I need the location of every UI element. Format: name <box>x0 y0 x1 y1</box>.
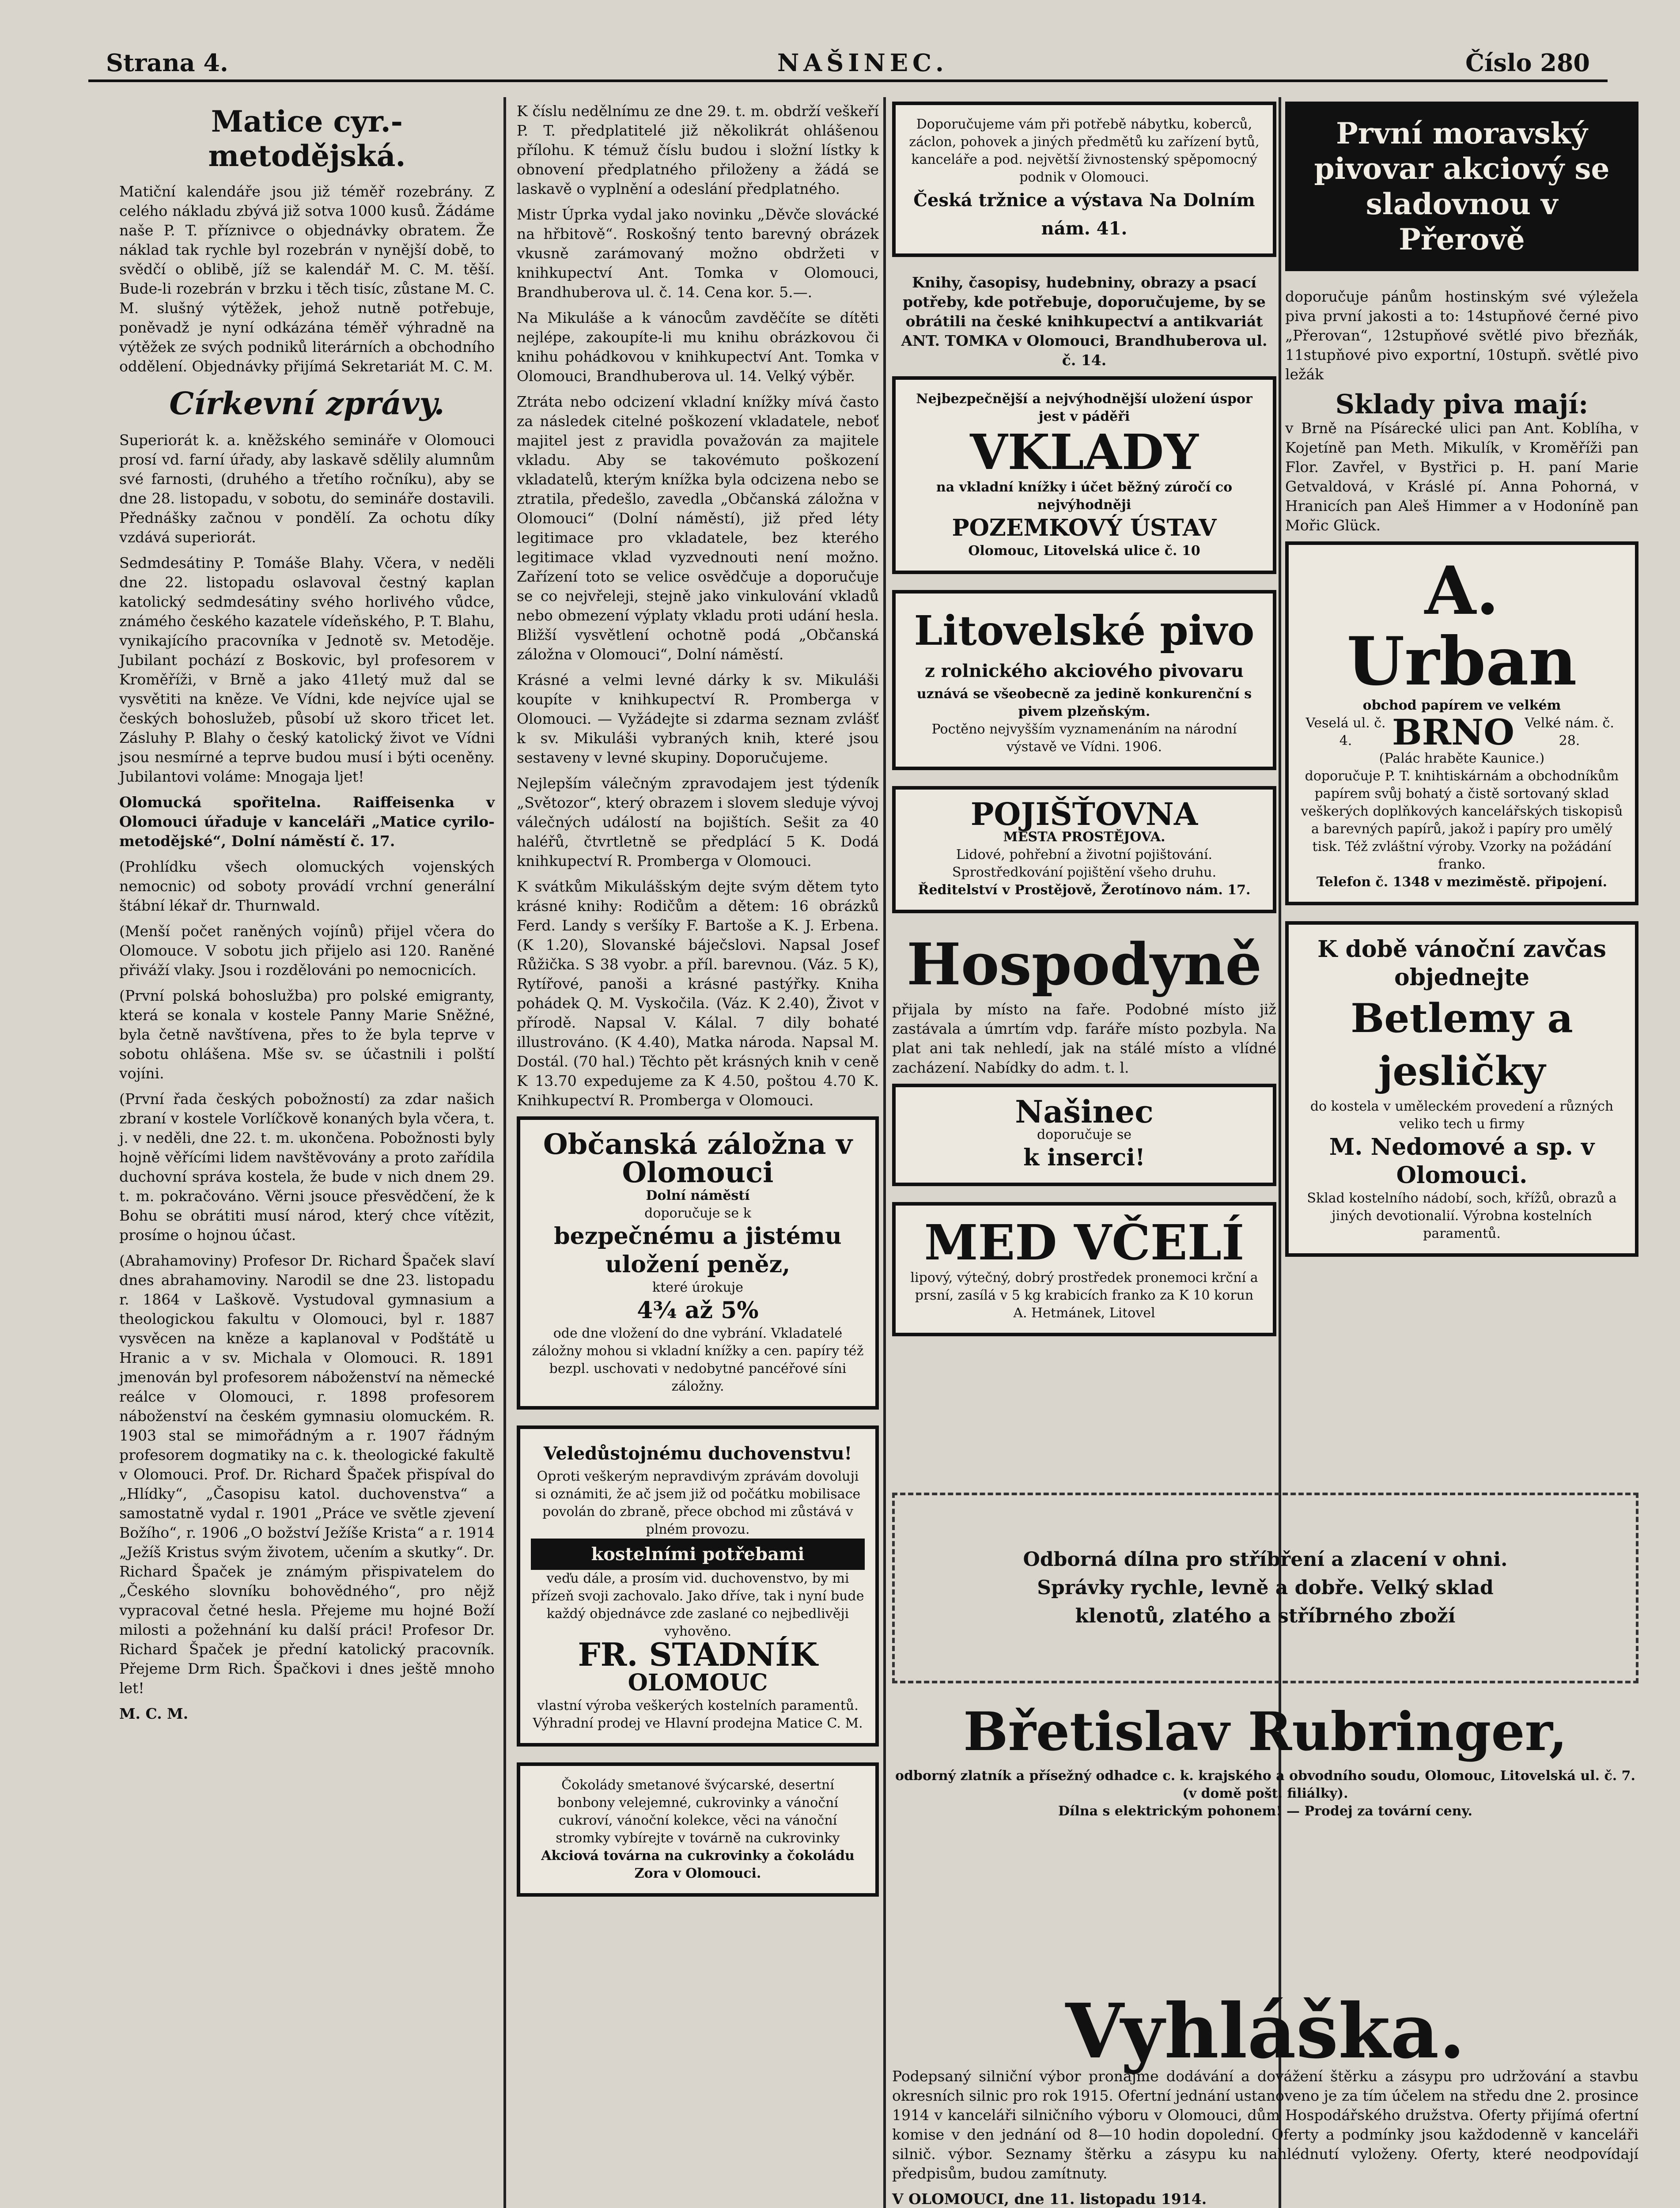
cirkevni-heading: Církevní zprávy. <box>169 385 445 422</box>
vyhlaska-text: Podepsaný silniční výbor pronajme dodávání a dovážení štěrku a zásypu pro udržování a stavbu okresních silnic pro rok 1915. Ofertní jednání ustanoveno je za tím účelem na středu dne 2. prosince 1914 v kanceláři silničního výboru v Olomouci, dům Hospodářského družstva. Oferty přijímá ofertní komise v den jednání od 8—10 hodin dopolední. Oferty a podmínky jsou každodenně v kanceláři silnič. výbor. Seznamy štěrku a zásypu ku nahlédnutí vyloženy. Oferty, které neodpovídají předpisům, budou zamítnuty. <box>892 2068 1638 2182</box>
zora-ad <box>517 1762 879 1897</box>
pivo-title: Litovelské pivo <box>914 607 1255 654</box>
signature: M. C. M. <box>119 1705 189 1722</box>
zalozna-addr: Dolní náměstí <box>646 1188 750 1203</box>
urban-text: doporučuje P. T. knihtiskárnám a obchodníkům papírem svůj bohatý a čistě sortovaný sklad veškerých doplňkových kancelářských tiskopisů a barevných papírů, jakož i papíry pro umělý tisk. Též zvláštní výroby. Vzorky na požádání franko. <box>1301 768 1623 872</box>
page-number: Strana 4. <box>106 49 228 77</box>
raiff-text: Olomucká spořitelna. Raiffeisenka v Olomouci úřaduje v kanceláři „Matice cyrilo-metodějské“, Dolní náměstí č. 17. <box>119 794 495 850</box>
rubringer-ad <box>892 1493 1638 1820</box>
rubringer-text: odborný zlatník a přísežný odhadce c. k. krajského a obvodního soudu, Olomouc, Litovelská ul. č. 7. (v domě pošt. filiálky). <box>895 1768 1635 1801</box>
matice-heading: Matice cyr.-metodějská. <box>208 104 406 173</box>
sklady-text: v Brně na Písárecké ulici pan Ant. Koblíha, v Kojetíně pan Meth. Mikulík, v Kroměříži pan Flor. Zavřel, v Bystřici p. H. paní Marie Getvaldová, v Kráslé pí. Anna Pohorná, v Hranicích pan Aleš Himmer a v Hodoníně pan Mořic Glück. <box>1285 420 1638 534</box>
urban-palac: (Palác hraběte Kaunice.) <box>1379 751 1545 766</box>
nedoma-name: M. Nedomové a sp. v Olomouci. <box>1329 1134 1595 1189</box>
urban-right: Velké nám. č. 28. <box>1525 715 1614 749</box>
pivovar-text: doporučuje pánům hostinským své výležela piva první jakosti a to: 14stupňové černé pivo „Přerovan“, 12stupňové světlé pivo březňák, 11stupňové pivo exportní, 10stupň. světlé pivo ležák <box>1285 288 1638 383</box>
issue-number: Číslo 280 <box>1465 49 1590 77</box>
stadnik-name: FR. STADNÍK <box>578 1636 818 1673</box>
betlemy-title: Betlemy a jesličky <box>1351 995 1573 1095</box>
column-rule <box>1279 97 1281 2208</box>
zalozna-rate-label: které úrokuje <box>652 1280 743 1295</box>
zalozna-title: Občanská záložna v Olomouci <box>543 1128 853 1189</box>
matice-text: Matiční kalendáře jsou již téměř rozebrány. Z celého nákladu zbývá již sotva 1000 kusů. Žádáme naše P. T. příznivce o objednávky obratem. Že náklad tak rychle byl rozebrán v nynější době, to svědčí o oblibě, jíž se kalendář M. C. M. těší. Bude-li rozebrán v brzku i těch tisíc, zůstane M. C. M. slušný výtěžek, jehož nutně potřebuje, poněvadž je nyní odkázána téměř výhradně na výtěžek ze svých podniků literárních a obchodního oddělení. Objednávky přijímá Sekretariát M. C. M. <box>119 183 495 375</box>
pivo-ad <box>892 590 1276 770</box>
poj-addr: Ředitelství v Prostějově, Žerotínovo nám. 17. <box>918 882 1251 898</box>
med-text: lipový, výtečný, dobrý prostředek pronemoci krční a prsní, zasílá v 5 kg krabicích franko za K 10 korun A. Hetmánek, Litovel <box>910 1270 1258 1321</box>
news-2: Mistr Úprka vydal jako novinku „Děvče slovácké na hřbitově“. Roskošný tento barevný obrázek vkusně zarámovaný možno obdržeti v knihkupectví Ant. Tomka v Olomouci, Brandhuberova ul. č. 14. Cena kor. 5.—. <box>517 206 879 301</box>
column-rule <box>503 97 506 2208</box>
blahy-text: Sedmdesátiny P. Tomáše Blahy. Včera, v neděli dne 22. listopadu oslavoval čestný kaplan katolický sedmdesátiny svého horlivého vůdce, známého českého kazatele vídeňského, P. T. Blahu, vynikajícího pracovníka v Jednotě sv. Metoděje. Jubilant pochází z Boskovic, byl profesorem v Kroměříži, v Brně a jako 41letý muž dal se vysvětiti na kněze. Ve Vídni, kde nejvíce ujal se českých bohoslužeb, působí už skoro třicet let. Zásluhy P. Blahy o český katolický život ve Vídni jsou nesmírné a teprve budou musí i býti oceněny. Jubilantovi voláme: Mnogaja ljet! <box>119 554 495 785</box>
urban-ad <box>1285 541 1638 905</box>
urban-address-row <box>1299 711 1624 753</box>
news-7: K svátkům Mikulášským dejte svým dětem tyto krásné knihy: Rodičům a dětem: 16 obrázků Ferd. Landy s veršíky F. Bartoše a K. J. Erbena. (K 1.20), Slovanské báječslovi. Napsal Josef Růžička. S 38 vyobr. a příl. barevnou. (Váz. 5 K), Rytířové, panoši a krásné pastýřky. Kniha pohádek Q. M. Vyskočila. (Váz. K 2.40), Život v přírodě. Napsal V. Kálal. 7 dily bohaté illustrováno. (K 4.40), Matka národa. Napsal M. Dostál. (70 hal.) Těchto pět krásných knih v ceně K 13.70 expedujeme za K 4.50, poštou 4.70 K. Knihkupectví R. Promberga v Olomouci. <box>517 878 879 1109</box>
knihy-ad: Knihy, časopisy, hudebniny, obrazy a psací potřeby, kde potřebuje, doporučujeme, by se obrátili na české knihkupectví a antikvariát ANT. TOMKA v Olomouci, Brandhuberova ul. č. 14. <box>901 274 1268 369</box>
trznice-name: Česká tržnice a výstava Na Dolním nám. 41. <box>913 190 1255 239</box>
news-3: Na Mikuláše a k vánocům zavděčíte se dítěti nejlépe, zakoupíte-li mu knihu obrázkovou či knihu pohádkovou v knihkupectví Ant. Tomka v Olomouci, Brandhuberova ul. 14. Velký výběr. <box>517 309 879 385</box>
zalozna-ad <box>517 1116 879 1410</box>
rubringer-title: Břetislav Rubringer, <box>963 1701 1567 1763</box>
vyhlaska-title: Vyhláška. <box>1065 1987 1465 2076</box>
sklady-title: Sklady piva mají: <box>1335 389 1589 420</box>
zalozna-rate: 4¾ až 5% <box>637 1297 759 1324</box>
vklady-name: POZEMKOVÝ ÚSTAV <box>952 514 1217 541</box>
urban-title: A. Urban <box>1347 552 1577 700</box>
nasinec-ad <box>892 1084 1276 1186</box>
poj-title: POJIŠŤOVNA <box>970 796 1198 832</box>
hospodyne-text: přijala by místo na faře. Podobné místo již zastávala a úmrtím vdp. faráře místo pozbyla. Na plat ani tak nehledí, jak na stálé místo a vlídné zacházení. Nabídky do adm. t. l. <box>892 1001 1276 1076</box>
pivo-sub: z rolnického akciového pivovaru <box>925 661 1244 681</box>
news-4: Ztráta nebo odcizení vkladní knížky mívá často za následek citelné poškození vkladatele, neboť majitel jest z pravidla považován za majitele vkladu. Aby se takovémuto poškození vkladatelů, kterým knížka byla odcizena nebo se ztratila, předešlo, zavedla „Občanská záložna v Olomouci“ (Dolní náměstí), již před léty legitimace pro vkladatele, bez kterého legitimace vklad vyzvednouti není možno. Zařízení toto se velice osvědčuje a doporučuje se co nejvřeleji, stejně jako vinkulování vkladů nebo obmezení výplaty vkladu proti udání hesla. Bližší vysvětlení ochotně podá „Občanská záložna v Olomouci“, Dolní náměstí. <box>517 393 879 663</box>
stadnik-city: OLOMOUC <box>628 1669 768 1696</box>
urban-tel: Telefon č. 1348 v meziměstě. připojení. <box>1316 874 1608 890</box>
paper-title: NAŠINEC. <box>777 49 948 77</box>
stadnik-footer: vlastní výroba veškerých kostelních paramentů. Výhradní prodej ve Hlavní prodejna Matice C. M. <box>533 1698 863 1731</box>
hospodyne-title: Hospodyně <box>907 930 1262 998</box>
vyhlaska-date: V OLOMOUCI, dne 11. listopadu 1914. <box>892 2190 1207 2208</box>
pivovar-title: První moravský pivovar akciový se sladovnou v Přerově <box>1314 116 1610 257</box>
zalozna-rec: doporučuje se k <box>644 1206 751 1221</box>
seminar-text: Superiorát k. a. kněžského semináře v Olomouci prosí vd. farní úřady, aby laskavě sdělily alumnům své farnosti, (druhého a třetího ročníku), aby se dne 28. listopadu, v sobotu, do semináře dostavili. Přednášky začnou v pondělí. Za ochotu díky vzdává superiorát. <box>119 431 495 546</box>
zalozna-big: bezpečnému a jistému uložení peněz, <box>554 1223 842 1278</box>
ranenych-text: (Menší počet raněných vojínů) přijel včera do Olomouce. V sobotu jich přijelo asi 120. Raněné přiváží vlaky. Jsou i rozdělováni po nemocnicích. <box>119 923 495 979</box>
zora-name: Akciová továrna na cukrovinky a čokoládu Zora v Olomouci. <box>541 1848 855 1881</box>
news-5: Krásné a velmi levné dárky k sv. Mikuláši koupíte v knihkupectví R. Promberga v Olomouci. — Vyžádejte si zdarma seznam zvlášť k sv. Mikuláši vybraných knih, které jsou sestaveny v levné skupiny. Doporučujeme. <box>517 671 879 766</box>
vklady-top: Nejbezpečnější a nejvýhodnější uložení úspor jest v páděři <box>916 391 1252 424</box>
page-header <box>88 44 1608 82</box>
stadnik-ad <box>517 1425 879 1747</box>
vklady-sub: na vkladní knížky i účet běžný zúročí co nejvýhodněji <box>936 480 1233 513</box>
rubringer-bottom: Dílna s elektrickým pohonem! — Prodej za tovární ceny. <box>1058 1803 1472 1819</box>
nasinec-big: k inserci! <box>1023 1144 1145 1171</box>
betlemy-ad <box>1285 921 1638 1257</box>
jewelry-ornament <box>892 1493 1638 1683</box>
vyhlaska-notice <box>892 1987 1638 2208</box>
cokolada-text: Čokolády smetanové švýcarské, desertní bonbony velejemné, cukrovinky a vánoční cukroví, vánoční kolekce, věci na vánoční stromky vybírejte v továrně na cukrovinky <box>556 1777 840 1846</box>
news-6: Nejlepším válečným zpravodajem jest týdeník „Světozor“, který obrazem i slovem sleduje vývoj válečných událostí na bojištích. Sešit za 40 haléřů, čtvrtletně se předplácí 5 K. Dodá knihkupectví R. Promberga v Olomouci. <box>517 775 879 870</box>
med-ad <box>892 1202 1276 1336</box>
vklady-ad <box>892 376 1276 574</box>
pivovar-ad <box>1285 102 1638 271</box>
column-rule <box>883 97 886 2208</box>
news-1: K číslu nedělnímu ze dne 29. t. m. obdrží veškeří P. T. předplatitelé již několikrát ohlášenou přílohu. K témuž číslu budou i složní lístky k obnovení předplatného přiloženy a žádá se laskavě o vyplnění a odeslání předplatného. <box>517 102 879 197</box>
stadnik-text: Oproti veškerým nepravdivým zprávám dovoluji si oznámiti, že ač jsem již od počátku mobilisace povolán do zbraně, přece obchod mi zůstává v plném provozu. <box>535 1469 861 1537</box>
trznice-ad <box>892 102 1276 257</box>
stadnik-text2: veďu dále, a prosím vid. duchovenstvo, by mi přízeň svoji zachovalo. Jako dříve, tak i nyní bude každý objednávce zde zaslané co nejbedlivěji vyhověno. <box>531 1571 864 1639</box>
nasinec-title: Našinec <box>1015 1093 1154 1130</box>
trznice-text: Doporučujeme vám při potřebě nábytku, koberců, záclon, pohovek a jiných předmětů ku zařízení bytů, kanceláře a pod. největší živnostenský spěpomocný podnik v Olomouci. <box>909 117 1260 185</box>
urban-sub: obchod papírem ve velkém <box>1362 698 1561 713</box>
poj-text: Lidové, pohřební a životní pojištování. Sprostředkování pojištění všeho druhu. <box>952 847 1217 880</box>
vklady-title: VKLADY <box>970 423 1199 480</box>
column-3 <box>892 102 1276 1352</box>
nedoma-text: Sklad kostelního nádobí, soch, křížů, obrazů a jiných devotionalií. Výrobna kostelních paramentů. <box>1307 1191 1617 1241</box>
prohlidka-text: (Prohlídku všech olomuckých vojenských nemocnic) od soboty provádí vrchní generální štábní lékař dr. Thurnwald. <box>119 858 495 914</box>
stadnik-title: kostelními potřebami <box>531 1539 865 1570</box>
urban-city: BRNO <box>1392 711 1514 753</box>
vklady-addr: Olomouc, Litovelská ulice č. 10 <box>968 543 1200 559</box>
nasinec-sub: doporučuje se <box>1037 1127 1132 1142</box>
rada-text: (První řada českých pobožností) za zdar našich zbraní v kostele Vorlíčkově konaných byla včera, t. j. v neděli, dne 22. t. m. ukončena. Pobožnosti byly hojně věřícími lidem navštěvovány a proto zařídila duchovní správa kostela, že bude v nich dnem 29. t. m. pokračováno. Věrni jsouce přesvědčení, že k Bohu se obrátiti musí národ, který chce vítězit, prosíme o hojnou účast. <box>119 1090 495 1244</box>
betlemy-top: K době vánoční zavčas objednejte <box>1317 936 1606 991</box>
pojistovna-ad <box>892 786 1276 913</box>
column-1 <box>119 102 495 1730</box>
polska-text: (První polská bohoslužba) pro polské emigranty, která se konala v kostele Panny Marie Sněžné, byla četně navštívena, přes to že byla teprve v sobotu ohlášena. Mše sv. se účastnili i polští vojíni. <box>119 987 495 1082</box>
zalozna-note: ode dne vložení do dne vybrání. Vkladatelé záložny mohou si vkladní knížky a cen. papíry též bezpl. uschovati v nedobytné pancéřové síni záložny. <box>532 1326 864 1394</box>
pivo-note: Poctěno nejvyšším vyznamenáním na národní výstavě ve Vídni. 1906. <box>931 722 1237 755</box>
stadnik-top: Veledůstojnému duchovenstvu! <box>543 1443 852 1464</box>
betlemy-text: do kostela v uměleckém provedení a různých veliko tech u firmy <box>1310 1099 1614 1132</box>
abraham-text: (Abrahamoviny) Profesor Dr. Richard Špaček slaví dnes abrahamoviny. Narodil se dne 23. listopadu r. 1864 v Laškově. Vystudoval gymnasium a theologickou fakultu v Olomouci, byl r. 1887 vysvěcen na kněze a kaplanoval v Podštátě u Hranic a v sv. Michala v Olomouci. R. 1891 jmenován byl profesorem náboženství na německé reálce v Olomouci, r. 1898 profesorem náboženství na českém gymnasiu olomuckém. R. 1903 stal se mimořádným a r. 1907 řádným profesorem dogmatiky na c. k. theologické fakultě v Olomouci. Prof. Dr. Richard Špaček přispíval do „Hlídky“, „Časopisu katol. duchovenstva“ a samostatně vydal r. 1901 „Práce ve světle zjevení Božího“, r. 1906 „O božství Ježíše Krista“ a r. 1914 „Ježíš Kristus svým životem, učením a skutky“. Dr. Richard Špaček je známým přispivatelem do „Českého slovníku bohovědného“, pro nějž vypracoval četné hesla. Přejeme mu hojné Boží milosti a požehnání ku další práci! Profesor Dr. Richard Špaček je přední katolický pracovník. Přejeme Drm Rich. Špačkovi i dnes ještě mnoho let! <box>119 1252 495 1697</box>
rubringer-top: Odborná dílna pro stříbření a zlacení v ohni. Správky rychle, levně a dobře. Velký sklad klenotů, zlatého a stříbrného zboží <box>1023 1548 1508 1627</box>
med-title: MED VČELÍ <box>924 1214 1245 1271</box>
urban-left: Veselá ul. č. 4. <box>1305 715 1386 749</box>
column-4 <box>1285 102 1638 1273</box>
column-2 <box>517 102 879 1913</box>
pivo-text: uznává se všeobecně za jedině konkurenční s pivem plzeňským. <box>916 686 1252 719</box>
poj-sub: MĚSTA PROSTĚJOVA. <box>1003 829 1165 845</box>
